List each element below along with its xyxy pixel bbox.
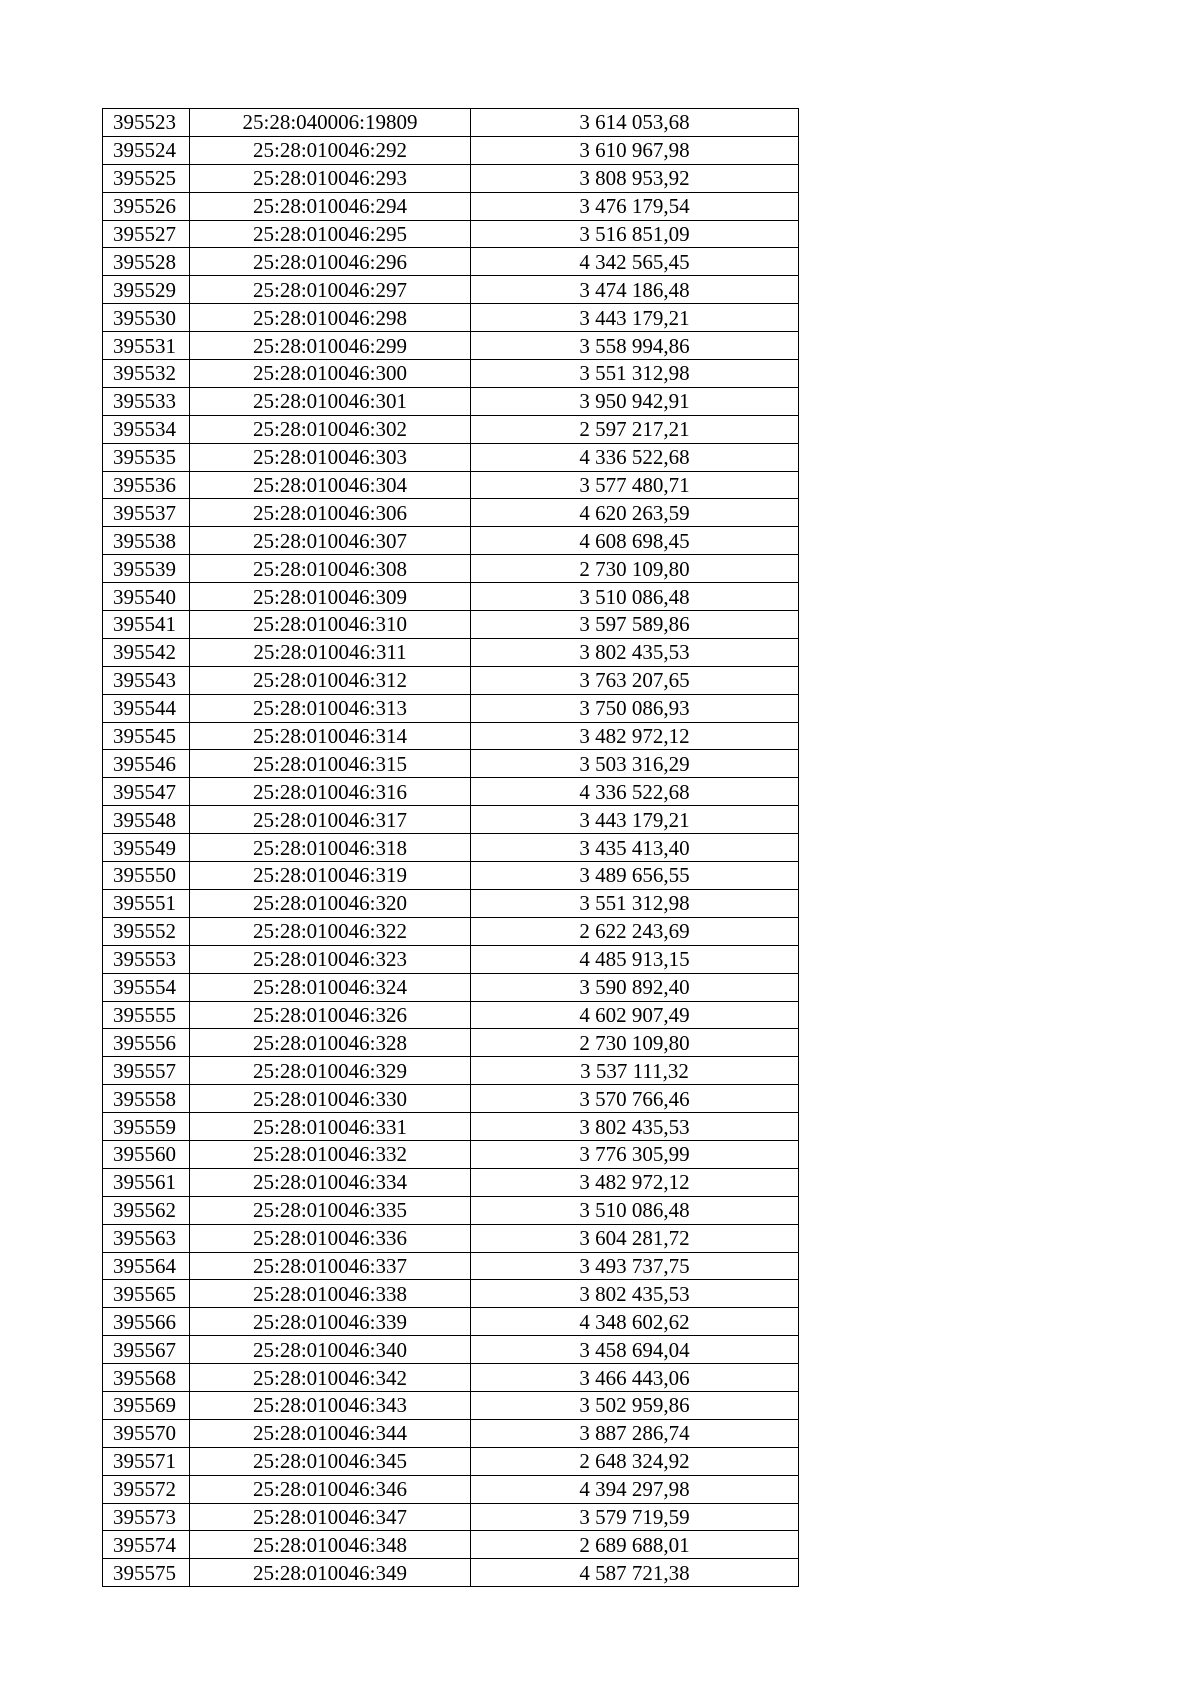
cadastral-value-cell: 3 510 086,48 <box>471 1196 799 1224</box>
cadastral-value-cell: 3 551 312,98 <box>471 360 799 388</box>
cadastral-number-cell: 25:28:010046:331 <box>190 1113 471 1141</box>
cadastral-number-cell: 25:28:010046:326 <box>190 1001 471 1029</box>
table-row <box>103 499 799 527</box>
cadastral-value-cell: 2 730 109,80 <box>471 1029 799 1057</box>
row-number-cell: 395531 <box>103 332 190 360</box>
table-row <box>103 945 799 973</box>
cadastral-value-cell: 3 570 766,46 <box>471 1085 799 1113</box>
cadastral-value-cell: 4 608 698,45 <box>471 527 799 555</box>
cadastral-number-cell: 25:28:010046:345 <box>190 1447 471 1475</box>
cadastral-number-cell: 25:28:010046:346 <box>190 1475 471 1503</box>
row-number-cell: 395572 <box>103 1475 190 1503</box>
row-number-cell: 395568 <box>103 1364 190 1392</box>
row-number-cell: 395567 <box>103 1336 190 1364</box>
row-number-cell: 395540 <box>103 583 190 611</box>
row-number-cell: 395528 <box>103 248 190 276</box>
cadastral-number-cell: 25:28:040006:19809 <box>190 109 471 137</box>
row-number-cell: 395539 <box>103 555 190 583</box>
cadastral-number-cell: 25:28:010046:314 <box>190 722 471 750</box>
cadastral-value-cell: 3 502 959,86 <box>471 1391 799 1419</box>
cadastral-number-cell: 25:28:010046:335 <box>190 1196 471 1224</box>
cadastral-value-cell: 4 602 907,49 <box>471 1001 799 1029</box>
table-row <box>103 694 799 722</box>
cadastral-value-cell: 3 808 953,92 <box>471 164 799 192</box>
table-row <box>103 1029 799 1057</box>
cadastral-number-cell: 25:28:010046:301 <box>190 387 471 415</box>
cadastral-value-cell: 3 474 186,48 <box>471 276 799 304</box>
row-number-cell: 395565 <box>103 1280 190 1308</box>
cadastral-number-cell: 25:28:010046:328 <box>190 1029 471 1057</box>
row-number-cell: 395570 <box>103 1419 190 1447</box>
table-row <box>103 1113 799 1141</box>
cadastral-number-cell: 25:28:010046:303 <box>190 443 471 471</box>
table-row <box>103 1391 799 1419</box>
table-row <box>103 1531 799 1559</box>
row-number-cell: 395530 <box>103 304 190 332</box>
cadastral-value-cell: 2 730 109,80 <box>471 555 799 583</box>
cadastral-value-cell: 3 614 053,68 <box>471 109 799 137</box>
table-row <box>103 806 799 834</box>
cadastral-value-cell: 2 622 243,69 <box>471 917 799 945</box>
row-number-cell: 395573 <box>103 1503 190 1531</box>
cadastral-value-cell: 3 537 111,32 <box>471 1057 799 1085</box>
cadastral-number-cell: 25:28:010046:332 <box>190 1140 471 1168</box>
table-row <box>103 862 799 890</box>
cadastral-number-cell: 25:28:010046:297 <box>190 276 471 304</box>
cadastral-number-cell: 25:28:010046:315 <box>190 750 471 778</box>
cadastral-number-cell: 25:28:010046:348 <box>190 1531 471 1559</box>
table-body <box>103 109 799 1587</box>
row-number-cell: 395536 <box>103 471 190 499</box>
row-number-cell: 395548 <box>103 806 190 834</box>
cadastral-number-cell: 25:28:010046:296 <box>190 248 471 276</box>
cadastral-value-cell: 4 620 263,59 <box>471 499 799 527</box>
row-number-cell: 395561 <box>103 1168 190 1196</box>
cadastral-number-cell: 25:28:010046:300 <box>190 360 471 388</box>
table-row <box>103 136 799 164</box>
cadastral-value-cell: 3 516 851,09 <box>471 220 799 248</box>
cadastral-number-cell: 25:28:010046:294 <box>190 192 471 220</box>
cadastral-number-cell: 25:28:010046:299 <box>190 332 471 360</box>
cadastral-value-cell: 3 482 972,12 <box>471 1168 799 1196</box>
row-number-cell: 395529 <box>103 276 190 304</box>
table-row <box>103 889 799 917</box>
cadastral-number-cell: 25:28:010046:317 <box>190 806 471 834</box>
cadastral-number-cell: 25:28:010046:309 <box>190 583 471 611</box>
cadastral-value-cell: 4 348 602,62 <box>471 1308 799 1336</box>
table-row <box>103 387 799 415</box>
table-row <box>103 834 799 862</box>
table-row <box>103 360 799 388</box>
cadastral-number-cell: 25:28:010046:320 <box>190 889 471 917</box>
row-number-cell: 395547 <box>103 778 190 806</box>
table-row <box>103 1559 799 1587</box>
table-row <box>103 443 799 471</box>
cadastral-value-cell: 3 750 086,93 <box>471 694 799 722</box>
cadastral-value-cell: 3 435 413,40 <box>471 834 799 862</box>
cadastral-value-cell: 3 579 719,59 <box>471 1503 799 1531</box>
cadastral-number-cell: 25:28:010046:337 <box>190 1252 471 1280</box>
cadastral-number-cell: 25:28:010046:323 <box>190 945 471 973</box>
table-row <box>103 471 799 499</box>
row-number-cell: 395566 <box>103 1308 190 1336</box>
cadastral-number-cell: 25:28:010046:336 <box>190 1224 471 1252</box>
row-number-cell: 395563 <box>103 1224 190 1252</box>
row-number-cell: 395535 <box>103 443 190 471</box>
cadastral-value-cell: 2 689 688,01 <box>471 1531 799 1559</box>
table-row <box>103 611 799 639</box>
cadastral-value-cell: 3 590 892,40 <box>471 973 799 1001</box>
cadastral-value-cell: 3 577 480,71 <box>471 471 799 499</box>
cadastral-number-cell: 25:28:010046:304 <box>190 471 471 499</box>
row-number-cell: 395574 <box>103 1531 190 1559</box>
cadastral-value-cell: 3 802 435,53 <box>471 638 799 666</box>
row-number-cell: 395562 <box>103 1196 190 1224</box>
cadastral-value-cell: 2 648 324,92 <box>471 1447 799 1475</box>
table-row <box>103 1196 799 1224</box>
row-number-cell: 395560 <box>103 1140 190 1168</box>
table-row <box>103 666 799 694</box>
cadastral-number-cell: 25:28:010046:293 <box>190 164 471 192</box>
cadastral-number-cell: 25:28:010046:339 <box>190 1308 471 1336</box>
cadastral-value-cell: 3 551 312,98 <box>471 889 799 917</box>
cadastral-value-cell: 3 763 207,65 <box>471 666 799 694</box>
cadastral-number-cell: 25:28:010046:298 <box>190 304 471 332</box>
table-row <box>103 192 799 220</box>
table-row <box>103 109 799 137</box>
table-row <box>103 332 799 360</box>
table-row <box>103 555 799 583</box>
cadastral-value-cell: 3 604 281,72 <box>471 1224 799 1252</box>
row-number-cell: 395554 <box>103 973 190 1001</box>
row-number-cell: 395546 <box>103 750 190 778</box>
row-number-cell: 395549 <box>103 834 190 862</box>
row-number-cell: 395575 <box>103 1559 190 1587</box>
row-number-cell: 395555 <box>103 1001 190 1029</box>
cadastral-number-cell: 25:28:010046:347 <box>190 1503 471 1531</box>
cadastral-number-cell: 25:28:010046:344 <box>190 1419 471 1447</box>
cadastral-value-cell: 3 776 305,99 <box>471 1140 799 1168</box>
table-row <box>103 583 799 611</box>
row-number-cell: 395544 <box>103 694 190 722</box>
table-row <box>103 917 799 945</box>
row-number-cell: 395524 <box>103 136 190 164</box>
cadastral-value-cell: 3 458 694,04 <box>471 1336 799 1364</box>
row-number-cell: 395552 <box>103 917 190 945</box>
cadastral-value-cell: 4 336 522,68 <box>471 778 799 806</box>
table-row <box>103 1280 799 1308</box>
cadastral-number-cell: 25:28:010046:329 <box>190 1057 471 1085</box>
row-number-cell: 395550 <box>103 862 190 890</box>
table-row <box>103 778 799 806</box>
cadastral-number-cell: 25:28:010046:308 <box>190 555 471 583</box>
row-number-cell: 395534 <box>103 415 190 443</box>
row-number-cell: 395537 <box>103 499 190 527</box>
row-number-cell: 395559 <box>103 1113 190 1141</box>
cadastral-value-cell: 3 466 443,06 <box>471 1364 799 1392</box>
row-number-cell: 395551 <box>103 889 190 917</box>
table-row <box>103 1224 799 1252</box>
cadastral-number-cell: 25:28:010046:334 <box>190 1168 471 1196</box>
cadastral-value-cell: 3 597 589,86 <box>471 611 799 639</box>
table-row <box>103 248 799 276</box>
row-number-cell: 395564 <box>103 1252 190 1280</box>
row-number-cell: 395545 <box>103 722 190 750</box>
table-row <box>103 1140 799 1168</box>
table-row <box>103 527 799 555</box>
cadastral-value-cell: 3 489 656,55 <box>471 862 799 890</box>
cadastral-value-cell: 3 443 179,21 <box>471 304 799 332</box>
table-row <box>103 276 799 304</box>
cadastral-number-cell: 25:28:010046:316 <box>190 778 471 806</box>
cadastral-value-cell: 3 887 286,74 <box>471 1419 799 1447</box>
row-number-cell: 395523 <box>103 109 190 137</box>
table-row <box>103 1503 799 1531</box>
cadastral-number-cell: 25:28:010046:349 <box>190 1559 471 1587</box>
table-row <box>103 220 799 248</box>
table-row <box>103 415 799 443</box>
cadastral-number-cell: 25:28:010046:312 <box>190 666 471 694</box>
cadastral-number-cell: 25:28:010046:306 <box>190 499 471 527</box>
cadastral-number-cell: 25:28:010046:302 <box>190 415 471 443</box>
table-row <box>103 750 799 778</box>
table-row <box>103 304 799 332</box>
table-row <box>103 1001 799 1029</box>
row-number-cell: 395543 <box>103 666 190 694</box>
table-row <box>103 1252 799 1280</box>
table-row <box>103 1085 799 1113</box>
cadastral-value-cell: 3 802 435,53 <box>471 1280 799 1308</box>
cadastral-value-cell: 3 482 972,12 <box>471 722 799 750</box>
cadastral-value-cell: 4 485 913,15 <box>471 945 799 973</box>
cadastral-number-cell: 25:28:010046:295 <box>190 220 471 248</box>
cadastral-value-cell: 3 493 737,75 <box>471 1252 799 1280</box>
row-number-cell: 395569 <box>103 1391 190 1419</box>
cadastral-number-cell: 25:28:010046:307 <box>190 527 471 555</box>
row-number-cell: 395553 <box>103 945 190 973</box>
cadastral-value-cell: 3 802 435,53 <box>471 1113 799 1141</box>
row-number-cell: 395558 <box>103 1085 190 1113</box>
table-row <box>103 1419 799 1447</box>
cadastral-value-cell: 3 443 179,21 <box>471 806 799 834</box>
cadastral-value-cell: 4 336 522,68 <box>471 443 799 471</box>
cadastral-value-cell: 4 394 297,98 <box>471 1475 799 1503</box>
table-row <box>103 1057 799 1085</box>
table-row <box>103 1475 799 1503</box>
cadastral-value-cell: 3 558 994,86 <box>471 332 799 360</box>
cadastral-value-cell: 3 476 179,54 <box>471 192 799 220</box>
cadastral-value-cell: 2 597 217,21 <box>471 415 799 443</box>
table-row <box>103 1308 799 1336</box>
cadastral-number-cell: 25:28:010046:311 <box>190 638 471 666</box>
cadastral-number-cell: 25:28:010046:313 <box>190 694 471 722</box>
cadastral-value-cell: 3 510 086,48 <box>471 583 799 611</box>
row-number-cell: 395541 <box>103 611 190 639</box>
table-row <box>103 164 799 192</box>
cadastral-number-cell: 25:28:010046:338 <box>190 1280 471 1308</box>
table-row <box>103 722 799 750</box>
cadastral-value-cell: 3 950 942,91 <box>471 387 799 415</box>
cadastral-value-cell: 4 587 721,38 <box>471 1559 799 1587</box>
cadastral-number-cell: 25:28:010046:340 <box>190 1336 471 1364</box>
row-number-cell: 395532 <box>103 360 190 388</box>
cadastral-number-cell: 25:28:010046:318 <box>190 834 471 862</box>
row-number-cell: 395533 <box>103 387 190 415</box>
table-row <box>103 1364 799 1392</box>
row-number-cell: 395538 <box>103 527 190 555</box>
cadastral-value-cell: 3 503 316,29 <box>471 750 799 778</box>
cadastral-value-cell: 4 342 565,45 <box>471 248 799 276</box>
cadastral-number-cell: 25:28:010046:292 <box>190 136 471 164</box>
row-number-cell: 395527 <box>103 220 190 248</box>
table-row <box>103 973 799 1001</box>
table-row <box>103 1447 799 1475</box>
cadastral-value-cell: 3 610 967,98 <box>471 136 799 164</box>
row-number-cell: 395526 <box>103 192 190 220</box>
table-row <box>103 638 799 666</box>
row-number-cell: 395556 <box>103 1029 190 1057</box>
cadastral-number-cell: 25:28:010046:310 <box>190 611 471 639</box>
row-number-cell: 395542 <box>103 638 190 666</box>
cadastral-number-cell: 25:28:010046:322 <box>190 917 471 945</box>
cadastral-number-cell: 25:28:010046:330 <box>190 1085 471 1113</box>
cadastral-number-cell: 25:28:010046:342 <box>190 1364 471 1392</box>
cadastral-number-cell: 25:28:010046:343 <box>190 1391 471 1419</box>
table-row <box>103 1336 799 1364</box>
row-number-cell: 395557 <box>103 1057 190 1085</box>
cadastral-value-table <box>102 108 799 1587</box>
table-row <box>103 1168 799 1196</box>
row-number-cell: 395525 <box>103 164 190 192</box>
cadastral-number-cell: 25:28:010046:319 <box>190 862 471 890</box>
cadastral-number-cell: 25:28:010046:324 <box>190 973 471 1001</box>
row-number-cell: 395571 <box>103 1447 190 1475</box>
